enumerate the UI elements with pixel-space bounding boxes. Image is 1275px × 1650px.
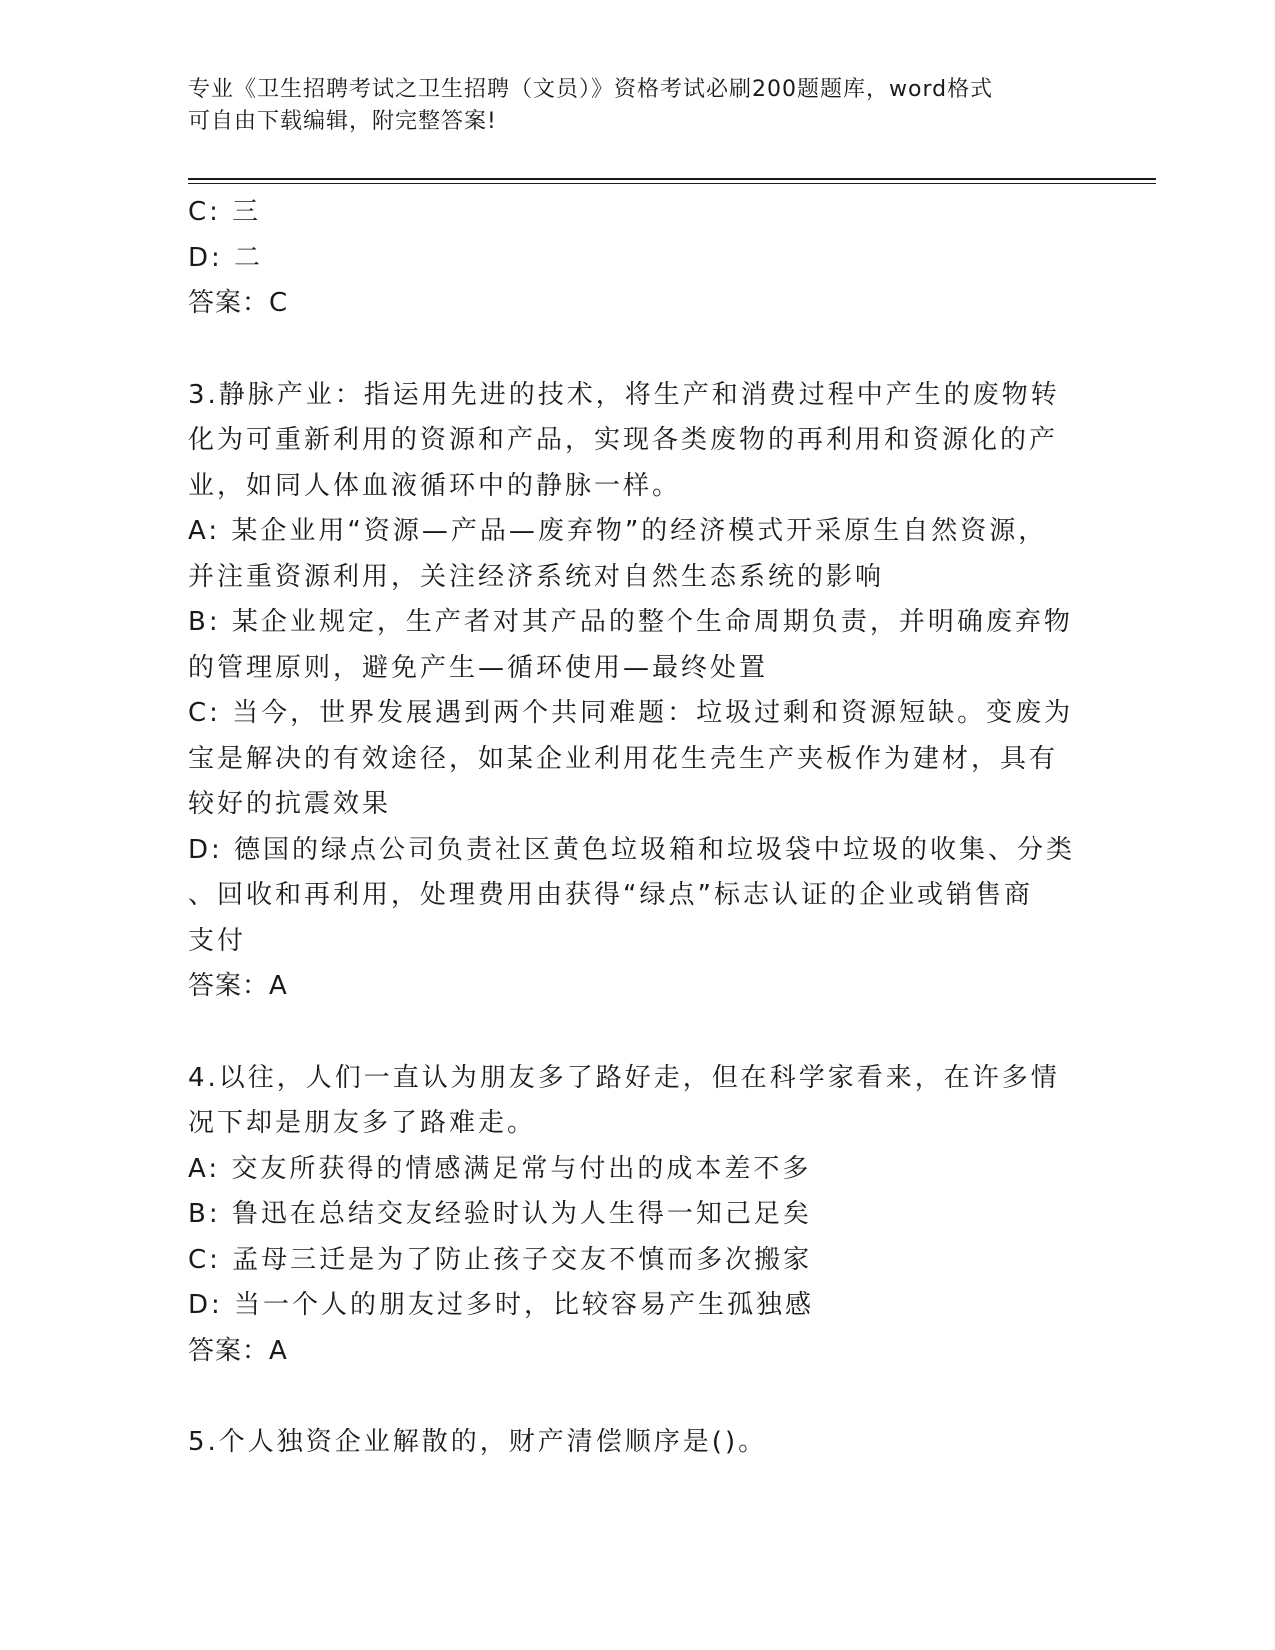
question-stem-line: 3.静脉产业：指运用先进的技术，将生产和消费过程中产生的废物转 [188,379,1060,410]
option-c: C: 当今，世界发展遇到两个共同难题：垃圾过剩和资源短缺。变废为 [188,698,1074,728]
question-3 [188,373,1088,1010]
option-b: B: 某企业规定，生产者对其产品的整个生命周期负责，并明确废弃物 [188,607,1073,637]
question-spacer [188,327,1088,373]
question-4 [188,1056,1088,1375]
document-header [188,74,1068,138]
option-b-cont: 的管理原则，避免产生—循环使用—最终处置 [188,652,769,683]
question-stem-line: 化为可重新利用的资源和产品，实现各类废物的再利用和资源化的产 [188,425,1059,455]
option-c: C: 三 [188,197,262,227]
option-c-cont: 宝是解决的有效途径，如某企业利用花生壳生产夹板作为建材，具有 [188,743,1059,774]
option-c: C: 孟母三迁是为了防止孩子交友不慎而多次搬家 [188,1244,813,1275]
option-a: A: 交友所获得的情感满足常与付出的成本差不多 [188,1153,812,1184]
header-title-line-2: 可自由下载编辑，附完整答案! [188,109,497,134]
option-d-cont: 、回收和再利用，处理费用由获得“绿点”标志认证的企业或销售商 [188,880,1033,910]
question-stem-line: 5.个人独资企业解散的，财产清偿顺序是()。 [188,1427,768,1457]
answer-line: 答案：C [188,288,289,318]
option-b: B: 鲁迅在总结交友经验时认为人生得一知己足矣 [188,1199,812,1229]
option-d: D: 德国的绿点公司负责社区黄色垃圾箱和垃圾袋中垃圾的收集、分类 [188,834,1076,865]
question-stem-line: 况下却是朋友多了路难走。 [188,1108,537,1138]
question-5 [188,1420,1088,1466]
option-d-cont: 支付 [188,925,247,956]
answer-line: 答案：A [188,971,288,1001]
header-title-line-1: 专业《卫生招聘考试之卫生招聘（文员）》资格考试必刷200题题库，word格式 [188,77,994,102]
option-d: D: 二 [188,242,264,273]
option-d: D: 当一个人的朋友过多时，比较容易产生孤独感 [188,1290,815,1320]
question-spacer [188,1374,1088,1420]
document-body [188,190,1088,1466]
question-stem-line: 业，如同人体血液循环中的静脉一样。 [188,470,682,501]
option-a: A: 某企业用“资源—产品—废弃物”的经济模式开采原生自然资源， [188,516,1048,546]
option-a-cont: 并注重资源利用，关注经济系统对自然生态系统的影响 [188,561,885,592]
question-stem-line: 4.以往，人们一直认为朋友多了路好走，但在科学家看来，在许多情 [188,1062,1060,1093]
option-c-cont: 较好的抗震效果 [188,789,392,819]
header-divider [188,178,1156,184]
answer-line: 答案：A [188,1335,288,1366]
question-2-tail [188,190,1088,327]
question-spacer [188,1010,1088,1056]
